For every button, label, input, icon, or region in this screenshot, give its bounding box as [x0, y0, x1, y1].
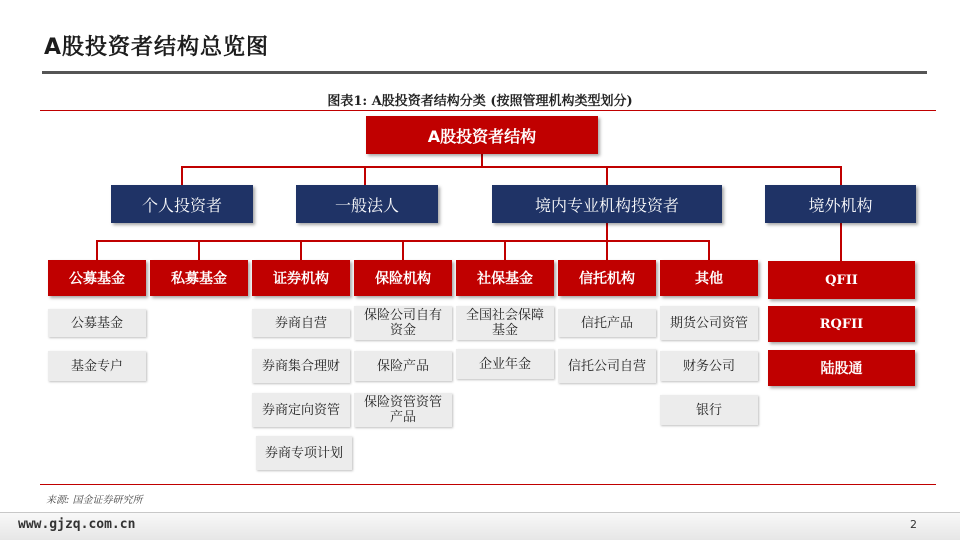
source-divider: [40, 484, 936, 485]
item-broker-directed: 券商定向资管: [252, 393, 350, 427]
source-note: 来源: 国金证券研究所: [46, 495, 143, 506]
node-general-legal-persons: 一般法人: [296, 185, 438, 223]
item-insurer-own-funds: 保险公司自有资金: [354, 306, 452, 340]
item-stock-connect: 陆股通: [768, 350, 915, 386]
caption-divider: [40, 110, 936, 111]
item-bank: 银行: [660, 395, 758, 425]
connector: [181, 166, 841, 168]
category-insurance: 保险机构: [354, 260, 452, 296]
item-fund-special-account: 基金专户: [48, 351, 146, 381]
item-rqfii: RQFII: [768, 306, 915, 342]
connector: [606, 166, 608, 186]
connector: [96, 240, 98, 260]
item-broker-proprietary: 券商自营: [252, 309, 350, 337]
connector: [840, 166, 842, 186]
connector: [606, 240, 608, 260]
item-national-social-security: 全国社会保障基金: [456, 306, 554, 340]
item-qfii: QFII: [768, 261, 915, 299]
page-number: 2: [910, 518, 917, 531]
connector: [504, 240, 506, 260]
item-insurance-am-products: 保险资管资管产品: [354, 393, 452, 427]
node-domestic-institutions: 境内专业机构投资者: [492, 185, 722, 223]
connector: [181, 166, 183, 186]
connector: [402, 240, 404, 260]
item-broker-collective: 券商集合理财: [252, 349, 350, 383]
connector: [481, 153, 483, 167]
page-title: A股投资者结构总览图: [44, 35, 270, 60]
root-node: A股投资者结构: [366, 116, 598, 154]
category-other: 其他: [660, 260, 758, 296]
category-trust: 信托机构: [558, 260, 656, 296]
item-enterprise-annuity: 企业年金: [456, 349, 554, 379]
node-individual-investors: 个人投资者: [111, 185, 253, 223]
connector: [840, 222, 842, 262]
connector: [300, 240, 302, 260]
node-foreign-institutions: 境外机构: [765, 185, 916, 223]
footer-website[interactable]: www.gjzq.com.cn: [18, 517, 136, 532]
title-divider: [42, 71, 927, 74]
item-broker-special-plan: 券商专项计划: [256, 436, 352, 470]
category-social-security: 社保基金: [456, 260, 554, 296]
connector: [708, 240, 710, 260]
connector: [364, 166, 366, 186]
item-finance-company: 财务公司: [660, 351, 758, 381]
item-public-fund: 公募基金: [48, 309, 146, 337]
footer-bar: [0, 512, 960, 540]
item-insurance-products: 保险产品: [354, 351, 452, 381]
category-private-fund: 私募基金: [150, 260, 248, 296]
connector: [198, 240, 200, 260]
category-securities: 证券机构: [252, 260, 350, 296]
item-trust-proprietary: 信托公司自营: [558, 349, 656, 383]
figure-caption: 图表1: A股投资者结构分类 (按照管理机构类型划分): [327, 94, 633, 109]
item-trust-products: 信托产品: [558, 309, 656, 337]
item-futures-am: 期货公司资管: [660, 306, 758, 340]
connector: [606, 222, 608, 242]
category-public-fund: 公募基金: [48, 260, 146, 296]
